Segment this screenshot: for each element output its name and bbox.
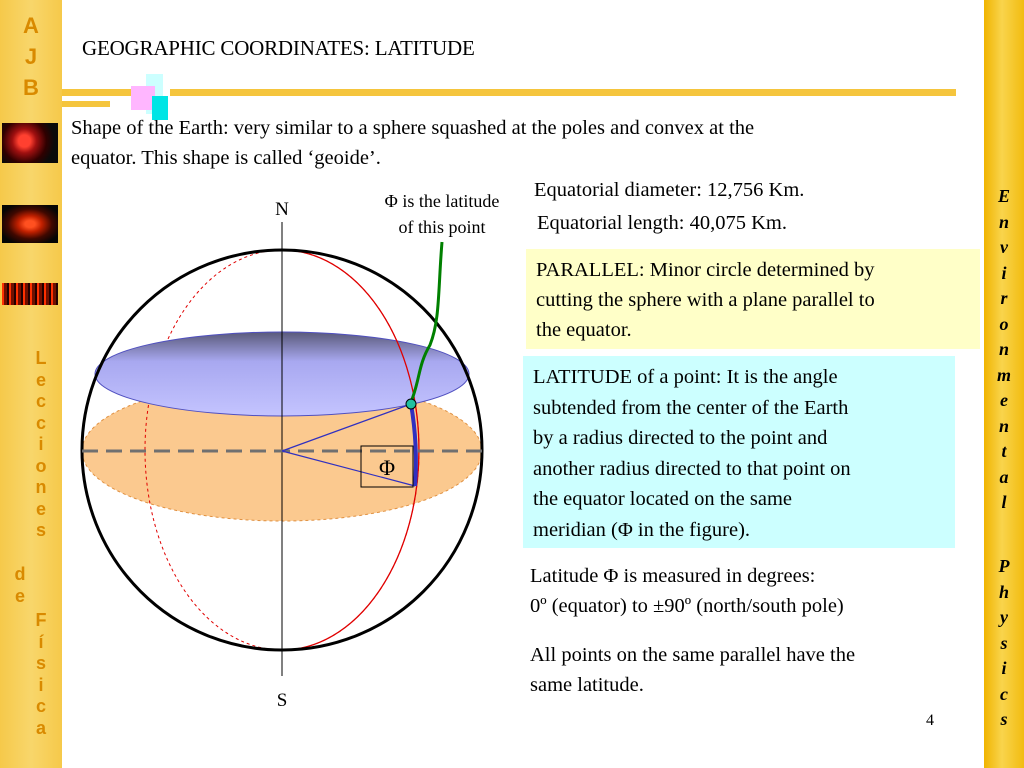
sidebar-fisica-letter: a bbox=[35, 717, 46, 738]
sidebar-lecciones-letter: c bbox=[35, 412, 46, 433]
sidebar-fisica-letter: c bbox=[35, 696, 46, 716]
right-physics-letter: c bbox=[1000, 683, 1008, 704]
sidebar-lecciones-letter: i bbox=[38, 434, 44, 454]
latitude-line-1: LATITUDE of a point: It is the angle bbox=[533, 366, 838, 388]
phi-label: Φ bbox=[378, 455, 396, 480]
same-parallel-1: All points on the same parallel have the bbox=[530, 644, 856, 666]
equatorial-diameter: Equatorial diameter: 12,756 Km. bbox=[534, 179, 805, 201]
sidebar-de-letter: e bbox=[14, 585, 25, 606]
latitude-line-4: another radius directed to that point on bbox=[533, 457, 851, 480]
equatorial-length: Equatorial length: 40,075 Km. bbox=[537, 212, 787, 234]
title-underline-bar bbox=[62, 89, 132, 96]
page-number: 4 bbox=[926, 712, 934, 729]
ajb-logo-letter: A bbox=[23, 13, 39, 38]
right-physics-letter: P bbox=[998, 556, 1010, 576]
parallel-line-1: PARALLEL: Minor circle determined by bbox=[536, 259, 875, 281]
thumbnail-image-2 bbox=[2, 205, 58, 243]
sidebar-text-de bbox=[8, 564, 32, 607]
right-environmental-letter: i bbox=[1001, 262, 1007, 283]
sidebar-lecciones-letter: n bbox=[35, 477, 47, 497]
right-environmental-letter: r bbox=[1000, 288, 1008, 308]
right-environmental-letter: t bbox=[1001, 441, 1007, 461]
sidebar-lecciones-letter: c bbox=[35, 391, 46, 411]
sidebar-lecciones-letter: o bbox=[35, 455, 47, 476]
right-environmental-letter: n bbox=[998, 415, 1009, 436]
latitude-line-5: the equator located on the same bbox=[533, 488, 792, 510]
right-physics-letter: h bbox=[998, 581, 1009, 602]
south-label: S bbox=[276, 690, 288, 711]
sidebar-fisica-letter: F bbox=[35, 610, 47, 630]
sidebar-lecciones-letter: e bbox=[35, 369, 46, 390]
latitude-point bbox=[406, 399, 416, 409]
sidebar-lecciones-letter: s bbox=[35, 520, 46, 540]
right-environmental-letter: e bbox=[1000, 390, 1008, 410]
parallel-line-2: cutting the sphere with a plane parallel to bbox=[536, 289, 875, 311]
latitude-definition-box bbox=[523, 356, 955, 548]
right-text-physics bbox=[984, 554, 1024, 733]
right-physics-letter: i bbox=[1001, 658, 1007, 678]
right-environmental-letter: l bbox=[1001, 492, 1007, 512]
latitude-measure-2: 0º (equator) to ±90º (north/south pole) bbox=[530, 595, 844, 617]
page-title: GEOGRAPHIC COORDINATES: LATITUDE bbox=[82, 36, 475, 60]
earth-latitude-figure bbox=[70, 180, 510, 720]
sidebar-text-lecciones bbox=[29, 348, 53, 542]
sidebar-lecciones-letter: e bbox=[35, 498, 46, 519]
callout-line-1: Φ is the latitude bbox=[384, 191, 500, 211]
ajb-logo-letter: J bbox=[24, 44, 38, 69]
ajb-logo bbox=[0, 10, 62, 103]
right-environmental-letter: o bbox=[999, 313, 1009, 334]
sidebar-text-fisica bbox=[29, 610, 53, 739]
right-environmental-letter: a bbox=[999, 466, 1009, 487]
same-parallel-2: same latitude. bbox=[530, 674, 644, 696]
right-text-environmental bbox=[984, 184, 1024, 516]
north-label: N bbox=[275, 199, 289, 220]
sidebar-fisica-letter: i bbox=[38, 674, 44, 695]
latitude-line-2: subtended from the center of the Earth bbox=[533, 396, 849, 419]
thumbnail-image-3 bbox=[2, 283, 58, 305]
sidebar-lecciones-letter: L bbox=[35, 348, 47, 368]
callout-line-2: of this point bbox=[398, 217, 486, 237]
latitude-line-3: by a radius directed to the point and bbox=[533, 427, 828, 449]
right-physics-letter: y bbox=[1000, 607, 1008, 627]
thumbnail-image-1 bbox=[2, 123, 58, 163]
sidebar-de-letter: d bbox=[14, 564, 26, 584]
intro-line-2: equator. This shape is called ‘geoide’. bbox=[71, 147, 381, 169]
right-environmental-letter: m bbox=[996, 364, 1011, 385]
title-underline-bar-2 bbox=[62, 101, 110, 107]
sidebar-fisica-letter: í bbox=[38, 631, 44, 652]
parallel-line-3: the equator. bbox=[536, 319, 632, 341]
title-underline-bar-3 bbox=[170, 89, 956, 96]
intro-line-1: Shape of the Earth: very similar to a sphere squashed at the poles and convex at the bbox=[71, 117, 755, 139]
latitude-line-6: meridian (Φ in the figure). bbox=[533, 518, 751, 541]
right-environmental-letter: n bbox=[998, 211, 1009, 232]
sidebar-fisica-letter: s bbox=[35, 653, 46, 673]
right-environmental-letter: E bbox=[997, 186, 1010, 206]
latitude-measure-1: Latitude Φ is measured in degrees: bbox=[530, 565, 816, 587]
parallel-definition-box bbox=[526, 249, 980, 349]
right-environmental-letter: v bbox=[1000, 237, 1008, 257]
right-physics-letter: s bbox=[1000, 632, 1008, 653]
ajb-logo-letter: B bbox=[23, 75, 39, 100]
right-physics-letter: s bbox=[1000, 709, 1008, 729]
right-environmental-letter: n bbox=[998, 339, 1009, 359]
